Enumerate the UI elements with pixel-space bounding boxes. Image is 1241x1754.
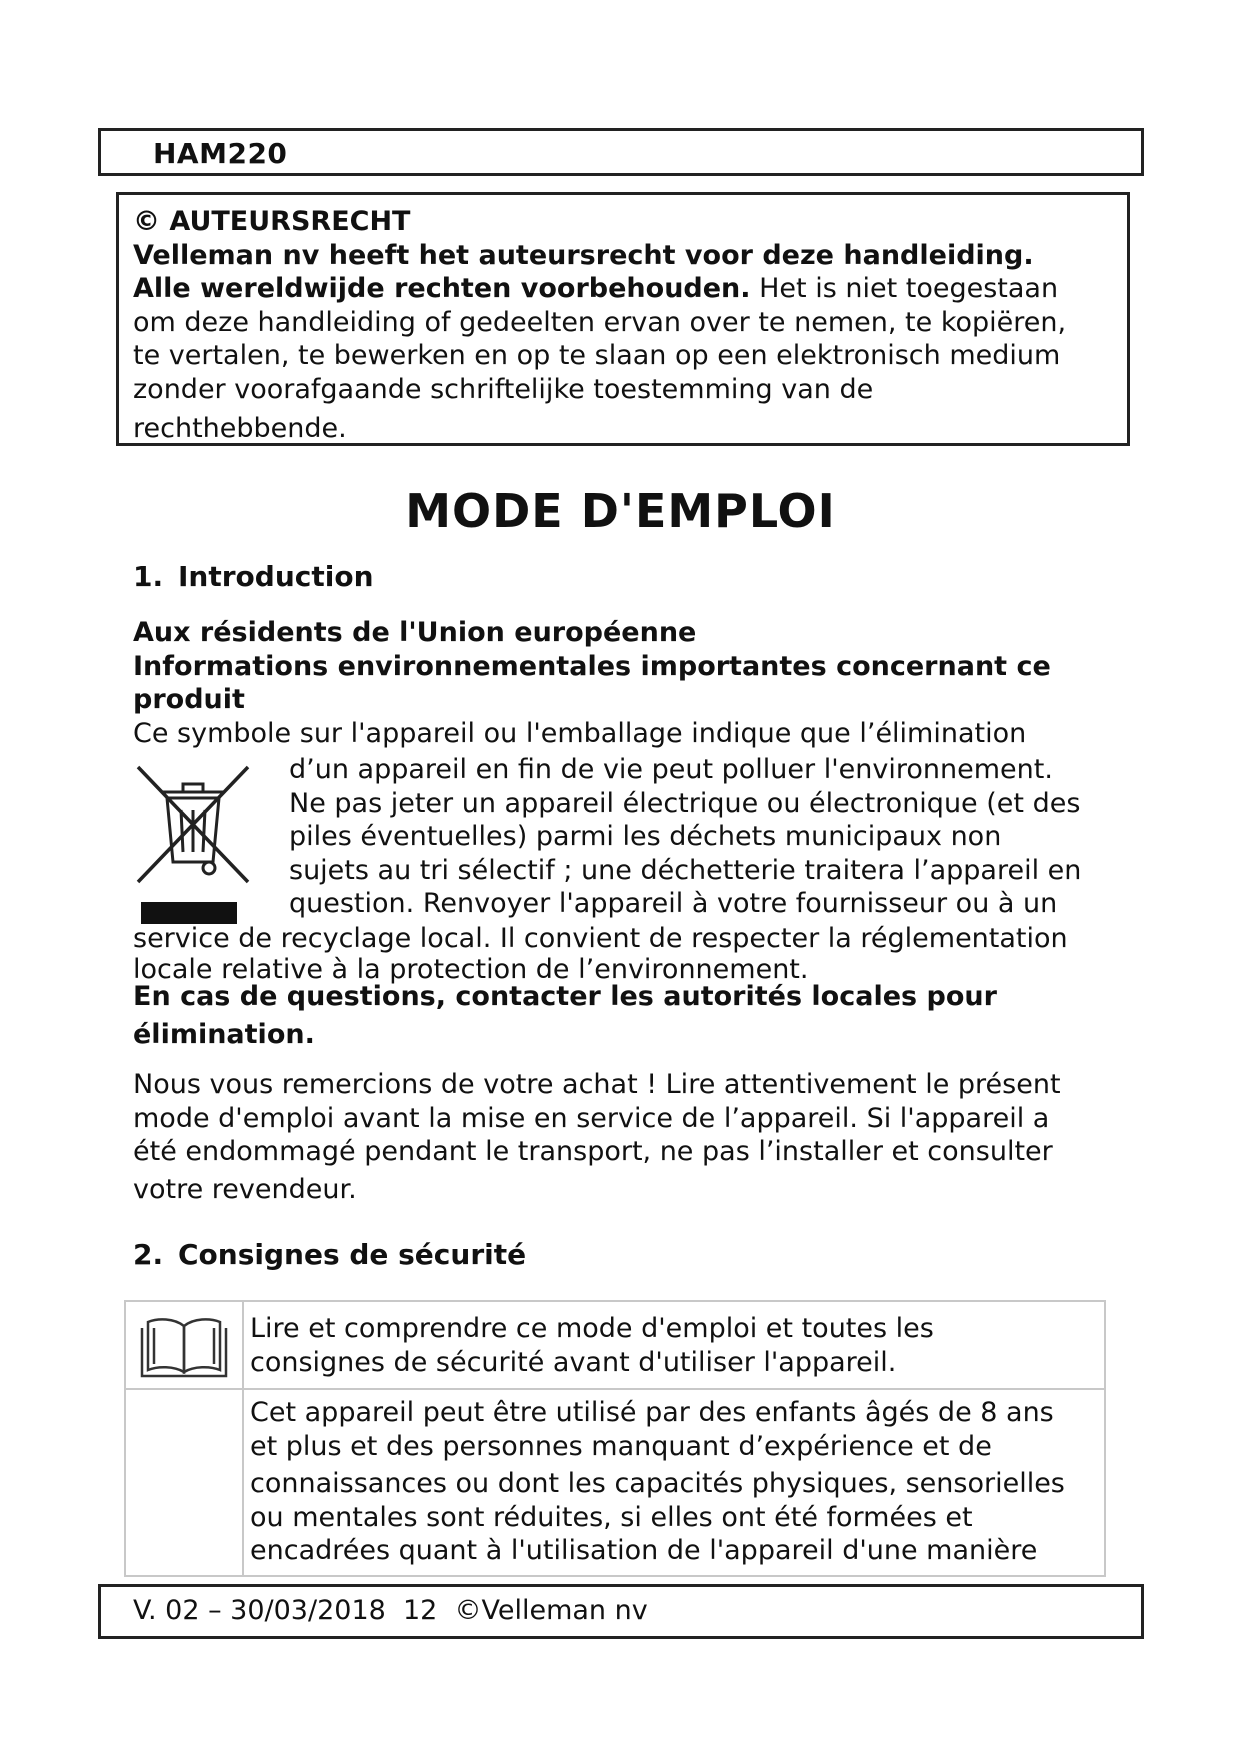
- thanks-line-2: mode d'emploi avant la mise en service de l’appareil. Si l'appareil a: [133, 1102, 1050, 1134]
- wrap-line-2: Ne pas jeter un appareil électrique ou électronique (et des: [289, 787, 1081, 819]
- environment-closing: [133, 922, 1123, 1051]
- row-1-line-2: consignes de sécurité avant d'utiliser l'appareil.: [250, 1346, 897, 1378]
- para-after-line-1: service de recyclage local. Il convient de respecter la réglementation: [133, 923, 1068, 954]
- model-number: HAM220: [153, 137, 288, 170]
- row-2-line-5: encadrées quant à l'utilisation de l'appareil d'une manière: [250, 1535, 1038, 1566]
- section-2-title: Consignes de sécurité: [178, 1238, 527, 1271]
- thanks-line-3: été endommagé pendant le transport, ne pas l’installer et consulter: [133, 1136, 1053, 1167]
- section-2-heading: [133, 1238, 526, 1271]
- row-2-line-2: et plus et des personnes manquant d’expérience et de: [250, 1430, 992, 1462]
- crossed-out-wheelie-bin-icon: [133, 762, 253, 927]
- copyright-line-6: rechthebbende.: [133, 413, 347, 444]
- section-1-heading: [133, 560, 374, 593]
- copyright-line-3: om deze handleiding of gedeelten ervan over te nemen, te kopiëren,: [133, 306, 1067, 338]
- contact-line-2: élimination.: [133, 1018, 315, 1050]
- thanks-line-4: votre revendeur.: [133, 1173, 357, 1205]
- copyright-bold-line-1: Velleman nv heeft het auteursrecht voor deze handleiding.: [133, 239, 1034, 271]
- copyright-line-2: [133, 272, 1113, 306]
- eu-heading: Aux résidents de l'Union européenne: [133, 617, 697, 648]
- environment-intro: [133, 616, 1123, 750]
- env-heading-line-1: Informations environnementales importantes concernant ce: [133, 650, 1051, 682]
- row-2-line-3: connaissances ou dont les capacités physiques, sensorielles: [250, 1468, 1065, 1499]
- wrap-line-1: d’un appareil en fin de vie peut polluer l'environnement.: [289, 754, 1053, 785]
- header-box: [98, 128, 1144, 176]
- wrap-line-4: sujets au tri sélectif ; une déchetterie traitera l’appareil en: [289, 854, 1082, 886]
- row-2-line-1: Cet appareil peut être utilisé par des enfants âgés de 8 ans: [250, 1397, 1054, 1428]
- table-row-divider: [126, 1388, 1104, 1390]
- thanks-paragraph: [133, 1068, 1123, 1206]
- open-book-icon: [138, 1314, 230, 1378]
- para-after-line-2: locale relative à la protection de l’environnement.: [133, 953, 809, 985]
- table-column-divider: [242, 1302, 244, 1575]
- section-1-number: 1.: [133, 560, 164, 593]
- wrap-line-5: question. Renvoyer l'appareil à votre fournisseur ou à un: [289, 888, 1058, 919]
- copyright-box: [116, 192, 1130, 446]
- thanks-line-1: Nous vous remercions de votre achat ! Lire attentivement le présent: [133, 1069, 1061, 1100]
- copyright-line-2-rest: Het is niet toegestaan: [750, 273, 1059, 304]
- row-2-line-4: ou mentales sont réduites, si elles ont été formées et: [250, 1501, 973, 1533]
- footer-text: V. 02 – 30/03/2018 12 ©Velleman nv: [133, 1595, 648, 1626]
- copyright-line-5: zonder voorafgaande schriftelijke toestemming van de: [133, 373, 874, 405]
- footer-box: [98, 1584, 1144, 1639]
- weee-wrap-text: [289, 753, 1129, 921]
- table-row-2-text: [250, 1396, 1100, 1568]
- safety-table: [124, 1300, 1106, 1577]
- env-heading-line-2: produit: [133, 684, 245, 715]
- wrap-line-3: piles éventuelles) parmi les déchets municipaux non: [289, 821, 1002, 852]
- env-para-line-1: Ce symbole sur l'appareil ou l'emballage indique que l’élimination: [133, 717, 1027, 749]
- row-1-line-1: Lire et comprendre ce mode d'emploi et toutes les: [250, 1313, 934, 1344]
- table-row-1-text: [250, 1312, 1100, 1379]
- document-title: MODE D'EMPLOI: [405, 484, 836, 538]
- contact-line-1: En cas de questions, contacter les autorités locales pour: [133, 981, 997, 1012]
- copyright-bold-line-2: Alle wereldwijde rechten voorbehouden.: [133, 273, 751, 304]
- section-1-title: Introduction: [178, 560, 374, 593]
- section-2-number: 2.: [133, 1238, 164, 1271]
- copyright-line-4: te vertalen, te bewerken en op te slaan op een elektronisch medium: [133, 340, 1061, 371]
- copyright-heading: © AUTEURSRECHT: [133, 206, 411, 237]
